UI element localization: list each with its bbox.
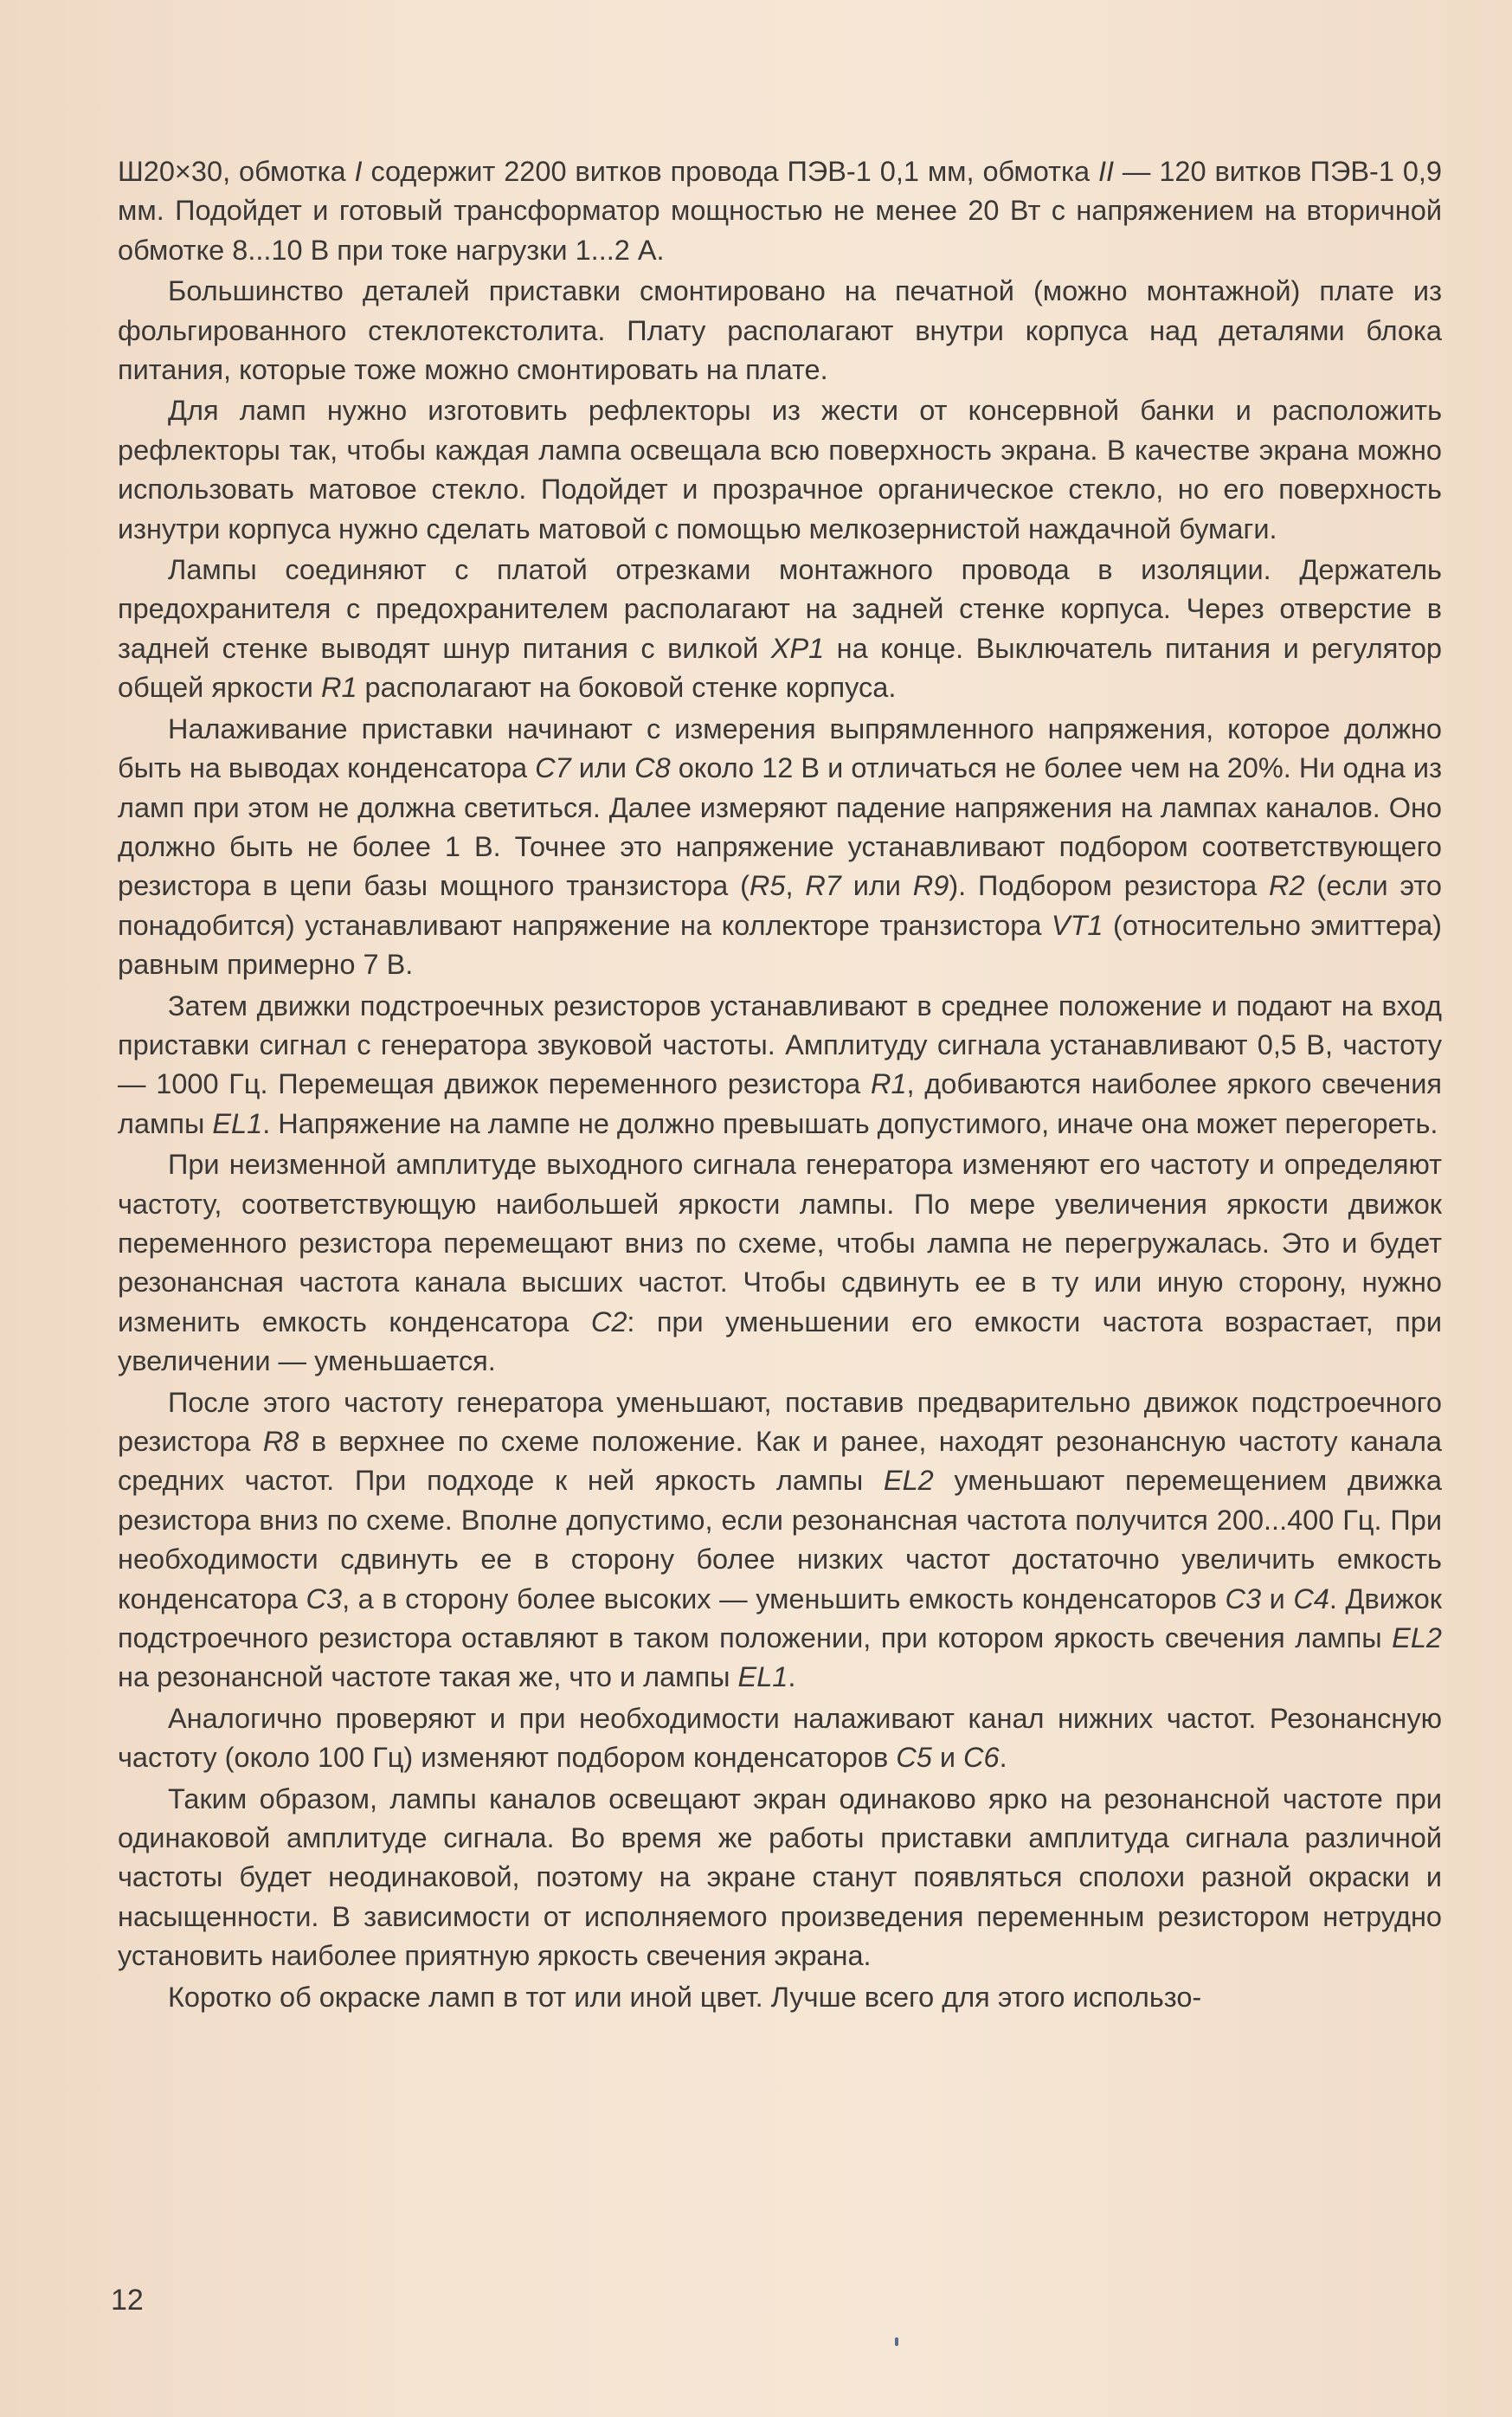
text-run: или	[570, 752, 635, 784]
italic-reference: R2	[1269, 870, 1305, 902]
paragraph	[118, 1780, 1442, 1976]
text-run: .	[999, 1742, 1007, 1774]
paragraph	[118, 1699, 1442, 1778]
italic-reference: C8	[634, 752, 671, 784]
italic-reference: EL1	[737, 1661, 788, 1693]
text-run: . Движок подстроечного резистора оставляют в таком положении, при котором яркость свечения лампы	[118, 1582, 1442, 1654]
text-run: , добиваются наиболее яркого свечения лампы	[118, 1068, 1443, 1139]
text-run: около 12 В и отличаться не более чем на 20%. Ни одна из ламп при этом не должна светиться. Далее измеряют падение напряжения на лампах каналов. Оно должно быть не более 1 В. Точнее это напряжение устанавливают подбором соответствующего резистора в цепи базы мощного транзистора (	[118, 752, 1442, 902]
text-run: (относительно эмиттера) равным примерно 7 В.	[118, 909, 1442, 981]
page-number: 12	[111, 2284, 144, 2317]
italic-reference: I	[354, 156, 363, 187]
italic-reference: C2	[590, 1305, 627, 1337]
text-run: Лампы соединяют с платой отрезками монтажного провода в изоляции. Держатель предохранителя с предохранителем располагают на задней стенке корпуса. Через отверстие в задней стенке выводят шнур питания с вилкой	[118, 554, 1442, 664]
italic-reference: R1	[870, 1068, 907, 1100]
text-run: — 120 витков ПЭВ-1 0,9 мм. Подойдет и готовый трансформатор мощностью не менее 20 Вт с напряжением на вторичной обмотке 8...10 В при токе нагрузки 1...2 А.	[118, 156, 1442, 266]
paragraph	[118, 272, 1442, 390]
text-run: или	[840, 870, 913, 902]
text-run: . Напряжение на лампе не должно превышать допустимого, иначе она может перегореть.	[262, 1107, 1438, 1139]
paragraph	[118, 1145, 1442, 1381]
text-run: (если это понадобится) устанавливают напряжение на коллекторе транзистора	[118, 870, 1442, 941]
text-run: Для ламп нужно изготовить рефлекторы из жести от консервной банки и расположить рефлекторы так, чтобы каждая лампа освещала всю поверхность экрана. В качестве экрана можно использовать матовое стекло. Подойдет и прозрачное органическое стекло, но его поверхность изнутри корпуса нужно сделать матовой с помощью мелкозернистой наждачной бумаги.	[118, 395, 1442, 545]
text-run: , а в сторону более высоких — уменьшить емкость конденсаторов	[342, 1582, 1226, 1615]
body-text	[118, 152, 1442, 2017]
text-run: Аналогично проверяют и при необходимости налаживают канал нижних частот. Резонансную частоту (около 100 Гц) изменяют подбором конденсаторов	[118, 1702, 1442, 1774]
italic-reference: C5	[896, 1742, 932, 1774]
text-run: После этого частоту генератора уменьшают, поставив предварительно движок подстроечного резистора	[118, 1386, 1442, 1457]
text-run: в верхнее по схеме положение. Как и ранее, находят резонансную частоту канала средних частот. При подходе к ней яркость лампы	[118, 1426, 1442, 1497]
text-run: Коротко об окраске ламп в тот или иной цвет. Лучше всего для этого использо-	[168, 1981, 1202, 2013]
text-run: и	[1261, 1582, 1294, 1615]
paragraph	[118, 987, 1442, 1144]
text-run: и	[931, 1742, 964, 1774]
text-run: на резонансной частоте такая же, что и лампы	[118, 1661, 738, 1693]
text-run: Таким образом, лампы каналов освещают экран одинаково ярко на резонансной частоте при одинаковой амплитуде сигнала. Во время же работы приставки амплитуда сигнала различной частоты будет неодинаковой, поэтому на экране станут появляться сполохи разной окраски и насыщенности. В зависимости от исполняемого произведения переменным резистором нетрудно установить наиболее приятную яркость свечения экрана.	[118, 1782, 1442, 1972]
text-run: располагают на боковой стенке корпуса.	[357, 672, 897, 704]
italic-reference: C6	[963, 1742, 1000, 1774]
italic-reference: XP1	[770, 632, 825, 664]
text-run: Ш20×30, обмотка	[118, 156, 355, 187]
text-run: на конце. Выключатель питания и регулятор общей яркости	[118, 632, 1443, 704]
paragraph	[118, 551, 1442, 708]
paragraph	[118, 152, 1442, 270]
italic-reference: EL2	[883, 1465, 934, 1497]
text-run: ,	[785, 870, 806, 902]
italic-reference: EL1	[212, 1107, 263, 1139]
italic-reference: R9	[912, 870, 949, 902]
italic-reference: R8	[262, 1426, 299, 1457]
paragraph	[118, 710, 1442, 985]
text-run: Затем движки подстроечных резисторов устанавливают в среднее положение и подают на вход приставки сигнал с генератора звуковой частоты. Амплитуду сигнала устанавливают 0,5 В, частоту — 1000 Гц. Перемещая движок переменного резистора	[118, 989, 1442, 1100]
italic-reference: VT1	[1051, 909, 1103, 941]
text-run: Большинство деталей приставки смонтировано на печатной (можно монтажной) плате из фольгированного стеклотекстолита. Плату располагают внутри корпуса над деталями блока питания, которые тоже можно смонтировать на плате.	[118, 275, 1442, 386]
italic-reference: C3	[306, 1582, 343, 1615]
text-run: содержит 2200 витков провода ПЭВ-1 0,1 мм, обмотка	[362, 156, 1098, 187]
italic-reference: C7	[535, 752, 571, 784]
paragraph	[118, 391, 1442, 549]
paragraph	[118, 1383, 1442, 1698]
italic-reference: C3	[1225, 1582, 1262, 1615]
paragraph	[118, 1978, 1442, 2017]
italic-reference: R5	[749, 870, 786, 902]
italic-reference: EL2	[1392, 1622, 1442, 1654]
print-speck	[895, 2337, 898, 2346]
italic-reference: II	[1097, 156, 1115, 187]
italic-reference: R1	[320, 672, 357, 704]
text-run: : при уменьшении его емкости частота возрастает, при увеличении — уменьшается.	[118, 1305, 1443, 1377]
italic-reference: C4	[1293, 1582, 1329, 1615]
italic-reference: R7	[805, 870, 841, 902]
text-run: уменьшают перемещением движка резистора вниз по схеме. Вполне допустимо, если резонансная частота получится 200...400 Гц. При необходимости сдвинуть ее в сторону более низких частот достаточно увеличить емкость конденсатора	[118, 1465, 1443, 1615]
text-run: ). Подбором резистора	[949, 870, 1270, 902]
text-run: Налаживание приставки начинают с измерения выпрямленного напряжения, которое должно быть на выводах конденсатора	[118, 712, 1442, 784]
text-run: .	[788, 1661, 796, 1693]
text-run: При неизменной амплитуде выходного сигнала генератора изменяют его частоту и определяют частоту, соответствующую наибольшей яркости лампы. По мере увеличения яркости движок переменного резистора перемещают вниз по схеме, чтобы лампа не перегружалась. Это и будет резонансная частота канала высших частот. Чтобы сдвинуть ее в ту или иную сторону, нужно изменить емкость конденсатора	[118, 1149, 1442, 1337]
